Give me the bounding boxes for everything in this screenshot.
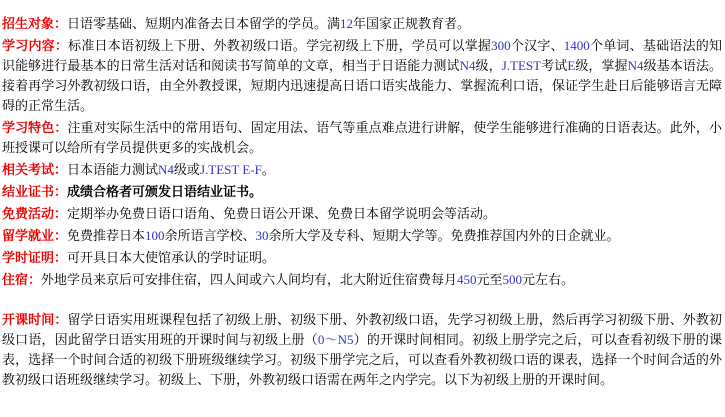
highlight-number: J.TEST E-F	[199, 162, 262, 177]
para-study-features	[2, 118, 722, 158]
highlight-number: 12	[340, 16, 354, 31]
body-text: 余所大学及专科、短期大学等。免费推荐国内外的日企就业。	[268, 228, 620, 243]
body-text: 考试	[541, 58, 568, 73]
section-label: 学时证明：	[2, 250, 68, 265]
body-text: 元至	[476, 272, 503, 287]
section-label: 免费活动：	[2, 206, 68, 221]
highlight-number: 300	[491, 38, 511, 53]
body-text: 级，掌握	[575, 58, 628, 73]
para-completion-certificate	[2, 182, 722, 202]
para-study-abroad-employment	[2, 226, 722, 246]
body-text: 日语零基础、短期内准备去日本留学的学员。满	[67, 16, 341, 31]
body-text: 免费推荐日本	[67, 228, 146, 243]
para-free-activities	[2, 204, 722, 224]
para-enrollment-target	[2, 14, 722, 34]
section-label: 住宿：	[2, 272, 42, 287]
body-text: 标准日本语初级上下册、外教初级口语。学完初级上下册，学员可以掌握	[68, 38, 492, 53]
body-text: 可开具日本大使馆承认的学时证明。	[67, 250, 276, 265]
section-label: 学习内容：	[2, 38, 69, 53]
section-label: 学习特色：	[2, 120, 68, 135]
highlight-number: N4	[627, 58, 644, 73]
highlight-number: N4	[158, 162, 174, 177]
body-text: 定期举办免费日语口语角、免费日语公开课、免费日本留学说明会等活动。	[67, 206, 497, 221]
section-label: 结业证书：	[2, 184, 68, 199]
para-related-exams	[2, 160, 722, 180]
body-text: 外地学员来京后可安排住宿，四人间或六人间均有，北大附近住宿费每月	[41, 272, 458, 287]
body-text: 元左右。	[522, 272, 575, 287]
body-text: 级基本语法。接着再学习外教初级口语，由全外教授课，短期内迅速提高日语口语实战能力、掌握流利口语，保证学生赴日后能够语言无障碍的正常生活。	[2, 58, 722, 113]
highlight-number: N4	[459, 58, 476, 73]
highlight-number: 500	[502, 272, 523, 287]
emphasized-text: 成绩合格者可颁发日语结业证书。	[67, 184, 263, 199]
body-text: 留学日语实用班课程包括了初级上册、初级下册、外教初级口语，先学习初级上册，然后再学习初级下册、外教初级口语，因此留学日语实用班的开课时间与初级上册（	[2, 312, 722, 347]
highlight-number: 30	[255, 228, 269, 243]
body-text: 个汉字、	[510, 38, 564, 53]
highlight-number: 450	[457, 272, 477, 287]
para-class-hours-certificate	[2, 248, 722, 268]
body-text: 级，	[475, 58, 502, 73]
section-label: 招生对象：	[2, 16, 68, 31]
section-label: 相关考试：	[2, 162, 68, 177]
para-accommodation	[2, 270, 722, 290]
body-text: 注重对实际生活中的常用语句、固定用法、语气等重点难点进行讲解，使学生能够进行准确的日语表达。此外，小班授课可以给所有学员提供更多的实战机会。	[2, 120, 722, 155]
highlight-number: 0～N5	[317, 332, 354, 347]
section-label: 留学就业：	[2, 228, 68, 243]
para-course-schedule	[2, 310, 722, 390]
body-text: 余所语言学校、	[164, 228, 256, 243]
highlight-number: E	[567, 58, 576, 73]
body-text: 年国家正规教育者。	[353, 16, 471, 31]
body-text: ）的开课时间相同。初级上册学完之后，可以查看初级下册的课表，选择一个时间合适的初级下册班级继续学习。初级下册学完之后，可以查看外教初级口语的课表，选择一个时间合适的外教初级口语班级继续学习。初级上、下册，外教初级口语需在两年之内学完。以下为初级上册的开课时间。	[2, 332, 722, 387]
highlight-number: J.TEST	[501, 58, 542, 73]
body-text: 个单词、基础语法的知识能够进行最基本的日常生活对话和阅读书写简单的文章，相当于日语能力测试	[2, 38, 722, 73]
section-label: 开课时间：	[2, 312, 68, 327]
para-study-content	[2, 36, 722, 116]
highlight-number: 1400	[563, 38, 590, 53]
body-text: 。	[261, 162, 275, 177]
highlight-number: 100	[145, 228, 165, 243]
body-text: 级或	[173, 162, 200, 177]
body-text: 日本语能力测试	[67, 162, 159, 177]
